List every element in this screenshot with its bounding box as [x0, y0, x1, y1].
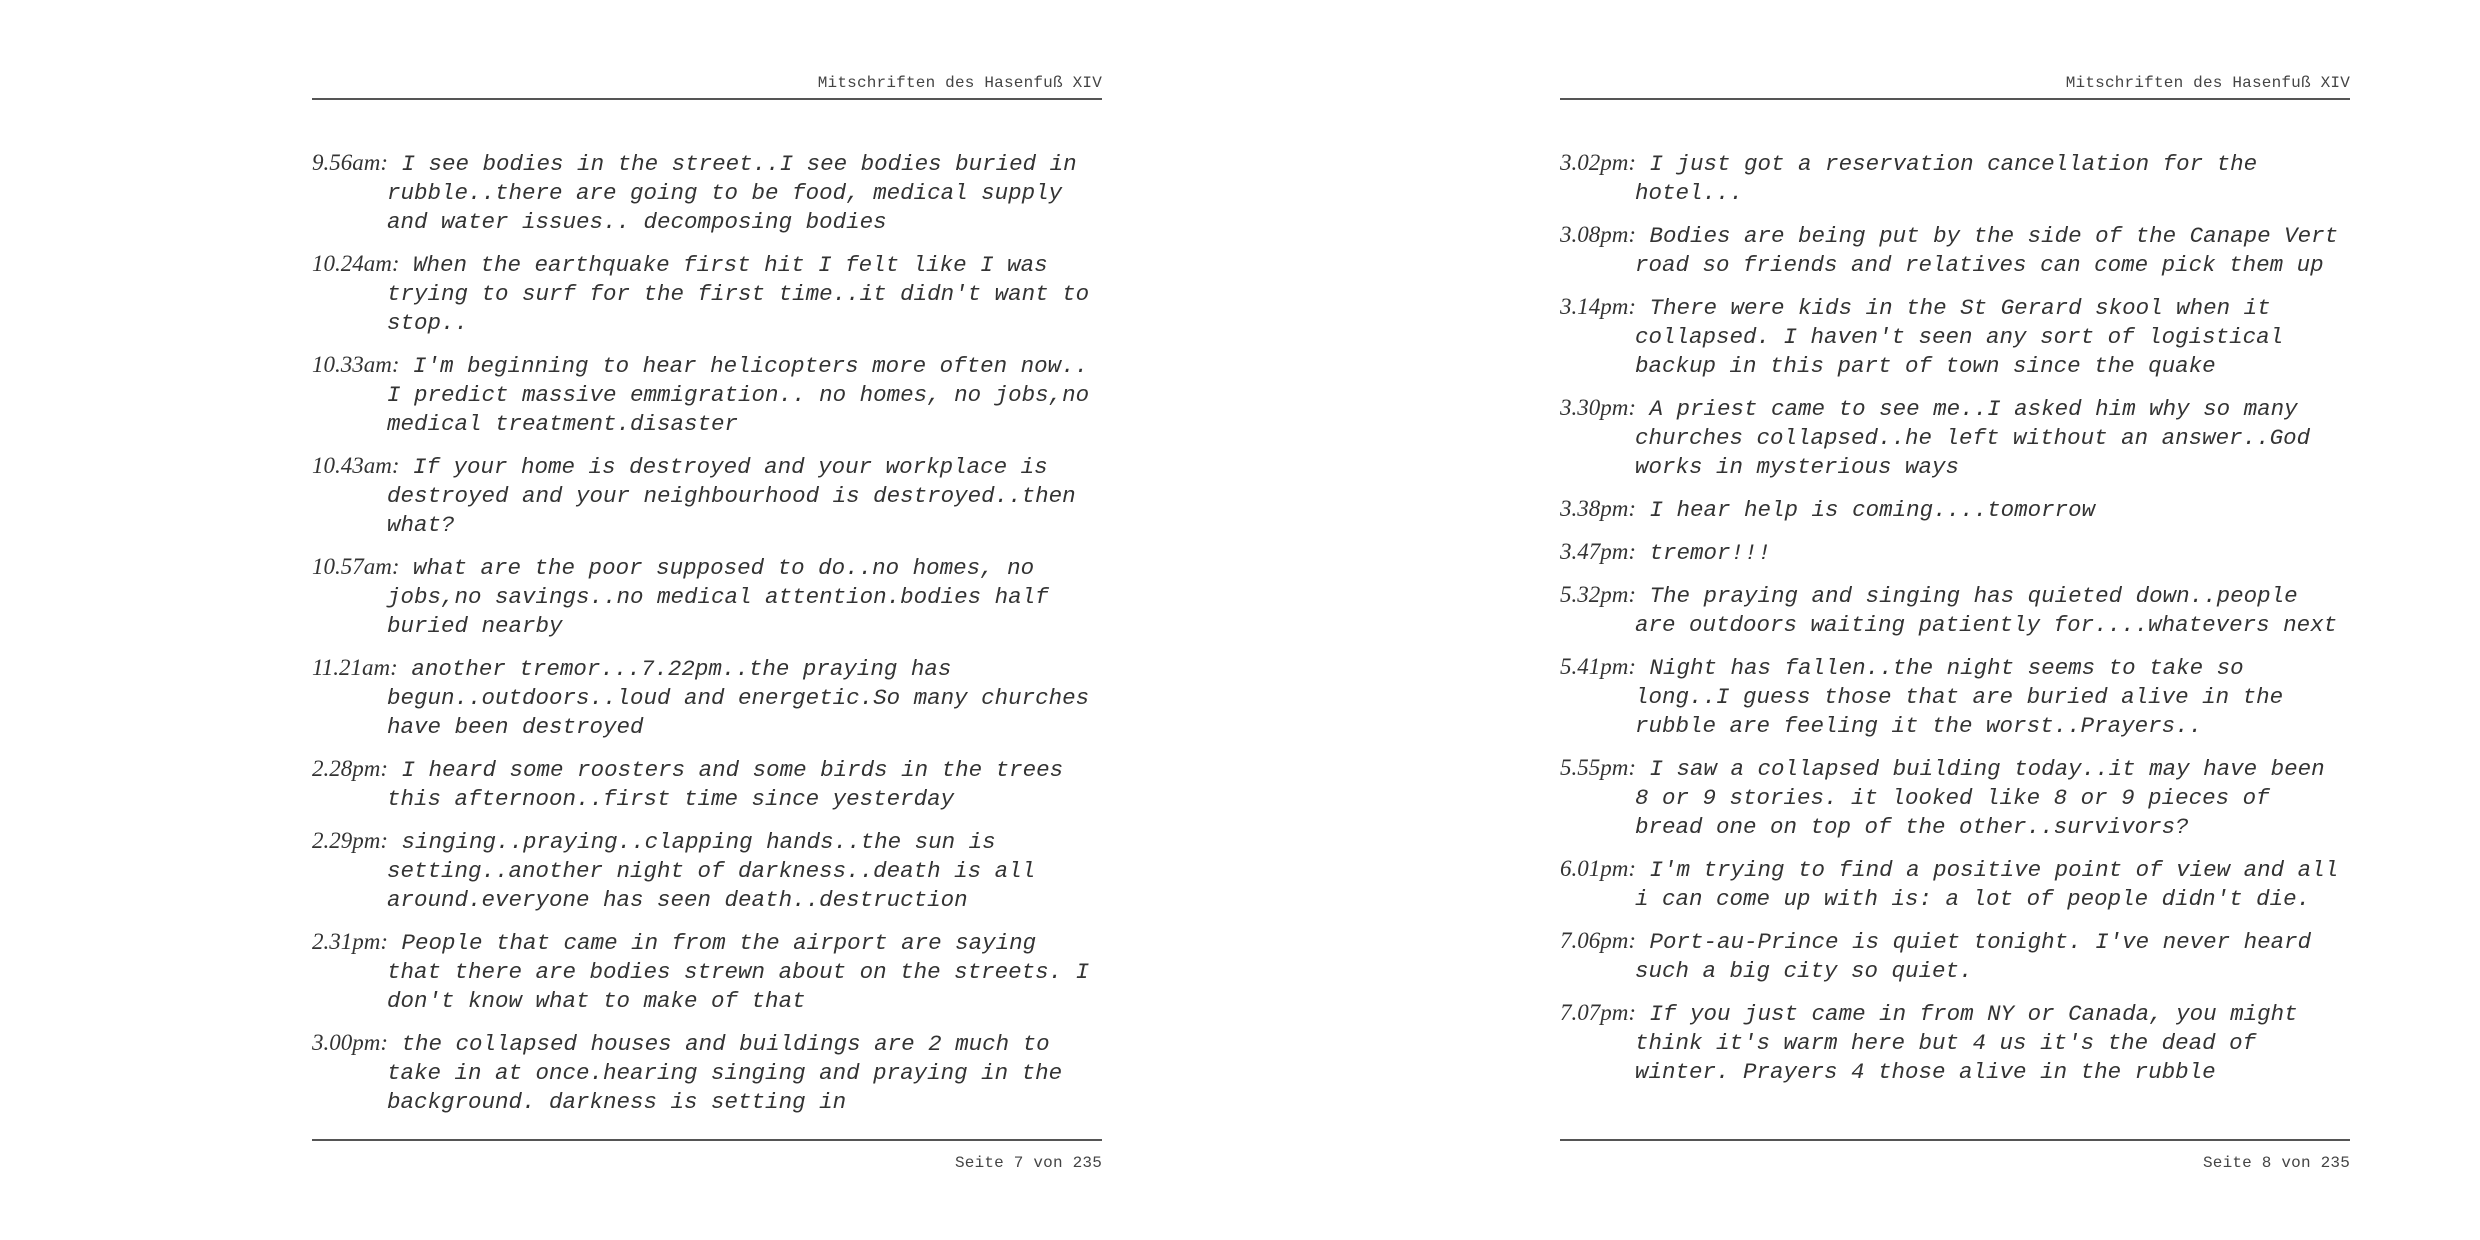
entry-time: 3.14pm: — [1560, 294, 1637, 319]
entry-text: the collapsed houses and buildings are 2 much to take in at once.hearing singing and praying in the background. darkness is setting in — [387, 1031, 1063, 1115]
entry-time: 7.06pm: — [1560, 928, 1637, 953]
log-entry — [1560, 292, 2350, 381]
right-page — [1560, 0, 2350, 1240]
log-entry — [1560, 537, 2350, 568]
entry-text: singing..praying..clapping hands..the sun is setting..another night of darkness..death is all around.everyone has seen death..destruction — [387, 829, 1036, 913]
log-entry — [312, 653, 1102, 742]
log-entry — [312, 148, 1102, 237]
log-entry — [312, 1028, 1102, 1117]
entry-time: 10.33am: — [312, 352, 400, 377]
log-entry — [1560, 580, 2350, 640]
entry-time: 2.29pm: — [312, 828, 389, 853]
entry-list — [312, 148, 1102, 1129]
entry-text: I see bodies in the street..I see bodies buried in rubble..there are going to be food, medical supply and water issues.. decomposing bodies — [387, 151, 1077, 235]
log-entry — [1560, 998, 2350, 1087]
left-page — [312, 0, 1102, 1240]
entry-time: 3.00pm: — [312, 1030, 389, 1055]
entry-time: 3.38pm: — [1560, 496, 1637, 521]
entry-text: tremor!!! — [1636, 540, 1772, 566]
entry-time: 2.31pm: — [312, 929, 389, 954]
log-entry — [1560, 220, 2350, 280]
entry-text: If your home is destroyed and your workplace is destroyed and your neighbourhood is destroyed..then what? — [387, 454, 1076, 538]
entry-time: 3.47pm: — [1560, 539, 1637, 564]
entry-time: 10.43am: — [312, 453, 400, 478]
page-number: Seite 7 von 235 — [954, 1154, 1102, 1172]
log-entry — [1560, 926, 2350, 986]
entry-text: I saw a collapsed building today..it may have been 8 or 9 stories. it looked like 8 or 9 pieces of bread one on top of the other..survivors? — [1635, 756, 2325, 840]
entry-text: Port-au-Prince is quiet tonight. I've never heard such a big city so quiet. — [1635, 929, 2312, 984]
log-entry — [312, 350, 1102, 439]
entry-text: People that came in from the airport are saying that there are bodies strewn about on the streets. I don't know what to make of that — [387, 930, 1090, 1014]
header-rule — [1560, 98, 2350, 100]
log-entry — [312, 552, 1102, 641]
entry-text: I'm trying to find a positive point of view and all i can come up with is: a lot of people didn't die. — [1635, 857, 2339, 912]
entry-time: 10.57am: — [312, 554, 400, 579]
entry-text: I'm beginning to hear helicopters more often now.. I predict massive emmigration.. no homes, no jobs,no medical treatment.disaster — [387, 353, 1090, 437]
log-entry — [312, 927, 1102, 1016]
entry-text: I just got a reservation cancellation for the hotel... — [1635, 151, 2258, 206]
entry-time: 11.21am: — [312, 655, 398, 680]
entry-time: 6.01pm: — [1560, 856, 1637, 881]
entry-text: I heard some roosters and some birds in the trees this afternoon..first time since yesterday — [387, 757, 1064, 812]
entry-time: 10.24am: — [312, 251, 400, 276]
footer-rule — [1560, 1139, 2350, 1141]
entry-text: When the earthquake first hit I felt like I was trying to surf for the first time..it didn't want to stop.. — [387, 252, 1090, 336]
log-entry — [1560, 652, 2350, 741]
log-entry — [1560, 393, 2350, 482]
log-entry — [1560, 753, 2350, 842]
entry-text: A priest came to see me..I asked him why so many churches collapsed..he left without an answer..God works in mysterious ways — [1635, 396, 2311, 480]
entry-time: 5.55pm: — [1560, 755, 1637, 780]
footer-rule — [312, 1139, 1102, 1141]
entry-time: 3.08pm: — [1560, 222, 1637, 247]
entry-time: 3.02pm: — [1560, 150, 1637, 175]
entry-time: 3.30pm: — [1560, 395, 1637, 420]
entry-text: Night has fallen..the night seems to take so long..I guess those that are buried alive in the rubble are feeling it the worst..Prayers.. — [1635, 655, 2284, 739]
entry-text: I hear help is coming....tomorrow — [1636, 497, 2096, 523]
header-rule — [312, 98, 1102, 100]
running-header: Mitschriften des Hasenfuß XIV — [2065, 74, 2350, 92]
log-entry — [312, 754, 1102, 814]
log-entry — [1560, 148, 2350, 208]
log-entry — [312, 451, 1102, 540]
page-number: Seite 8 von 235 — [2202, 1154, 2350, 1172]
entry-text: another tremor...7.22pm..the praying has begun..outdoors..loud and energetic.So many churches have been destroyed — [387, 656, 1090, 740]
entry-list — [1560, 148, 2350, 1099]
log-entry — [1560, 854, 2350, 914]
entry-text: The praying and singing has quieted down..people are outdoors waiting patiently for....whatevers next — [1635, 583, 2338, 638]
running-header: Mitschriften des Hasenfuß XIV — [817, 74, 1102, 92]
entry-time: 5.41pm: — [1560, 654, 1637, 679]
log-entry — [312, 826, 1102, 915]
entry-text: There were kids in the St Gerard skool when it collapsed. I haven't seen any sort of logistical backup in this part of town since the quake — [1635, 295, 2284, 379]
entry-text: what are the poor supposed to do..no homes, no jobs,no savings..no medical attention.bodies half buried nearby — [387, 555, 1049, 639]
log-entry — [312, 249, 1102, 338]
entry-text: Bodies are being put by the side of the Canape Vert road so friends and relatives can come pick them up — [1635, 223, 2339, 278]
log-entry — [1560, 494, 2350, 525]
entry-time: 7.07pm: — [1560, 1000, 1637, 1025]
entry-time: 5.32pm: — [1560, 582, 1637, 607]
entry-time: 2.28pm: — [312, 756, 389, 781]
entry-text: If you just came in from NY or Canada, you might think it's warm here but 4 us it's the dead of winter. Prayers 4 those alive in the rubble — [1635, 1001, 2298, 1085]
entry-time: 9.56am: — [312, 150, 389, 175]
